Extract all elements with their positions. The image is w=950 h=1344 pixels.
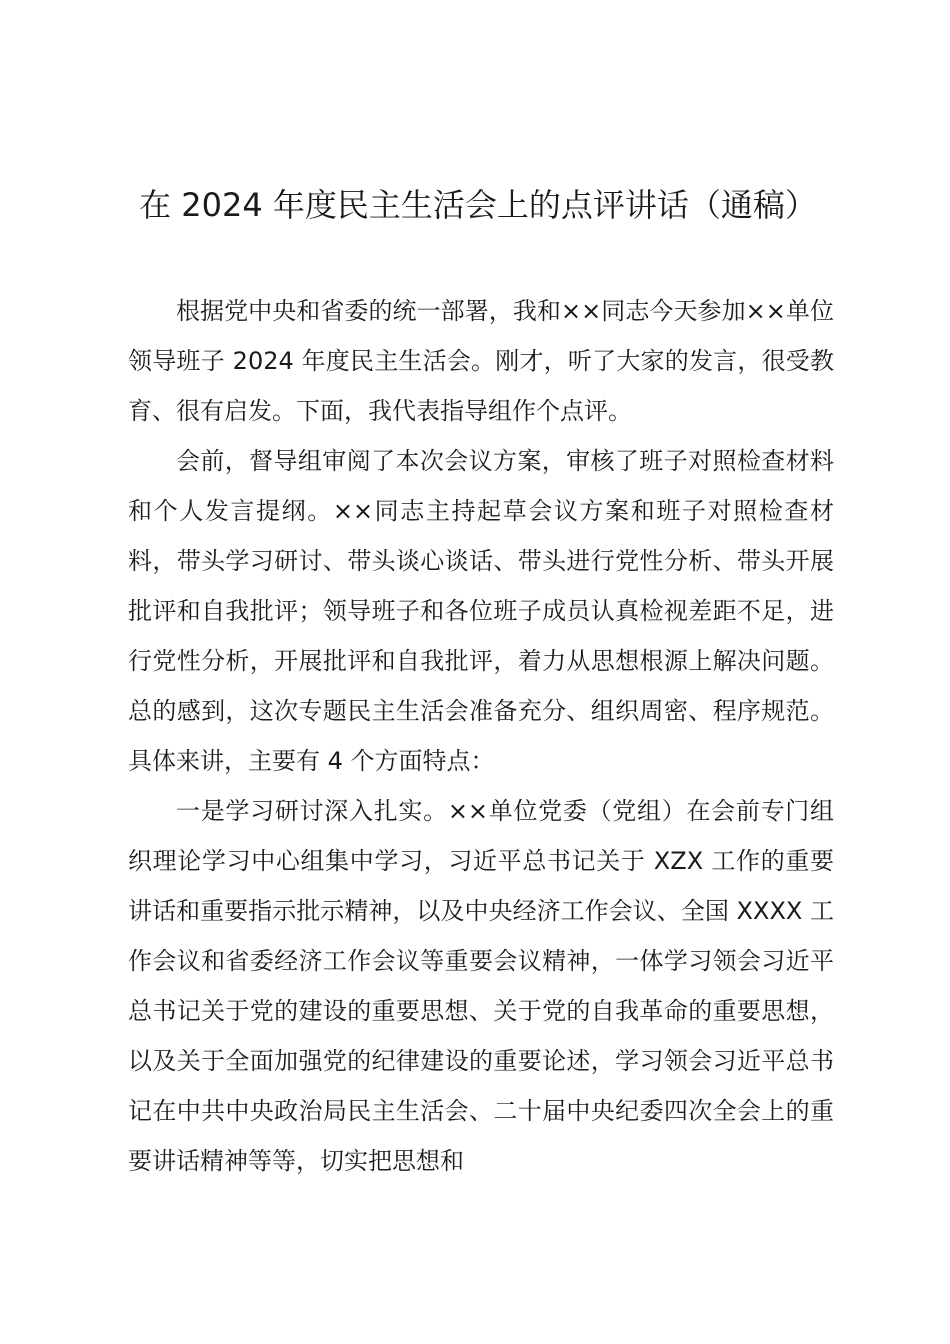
paragraph-review: 会前，督导组审阅了本次会议方案，审核了班子对照检查材料和个人发言提纲。××同志主持起草会议方案和班子对照检查材料，带头学习研讨、带头谈心谈话、带头进行党性分析、带头开展批评和自我批评；领导班子和各位班子成员认真检视差距不足，进行党性分析，开展批评和自我批评，着力从思想根源上解决问题。总的感到，这次专题民主生活会准备充分、组织周密、程序规范。具体来讲，主要有 4 个方面特点： <box>128 447 834 775</box>
document-title: 在 2024 年度民主生活会上的点评讲话（通稿） <box>139 186 817 224</box>
paragraph-point-one: 一是学习研讨深入扎实。××单位党委（党组）在会前专门组织理论学习中心组集中学习，习近平总书记关于 XZX 工作的重要讲话和重要指示批示精神，以及中央经济工作会议、全国 XXXX 工作会议和省委经济工作会议等重要会议精神，一体学习领会习近平总书记关于党的建设的重要思想、关于党的自我革命的重要思想，以及关于全面加强党的纪律建设的重要论述，学习领会习近平总书记在中共中央政治局民主生活会、二十届中央纪委四次全会上的重要讲话精神等等，切实把思想和 <box>128 797 834 1175</box>
paragraph-intro: 根据党中央和省委的统一部署，我和××同志今天参加××单位领导班子 2024 年度民主生活会。刚才，听了大家的发言，很受教育、很有启发。下面，我代表指导组作个点评。 <box>128 297 834 425</box>
document-body <box>128 286 834 1186</box>
